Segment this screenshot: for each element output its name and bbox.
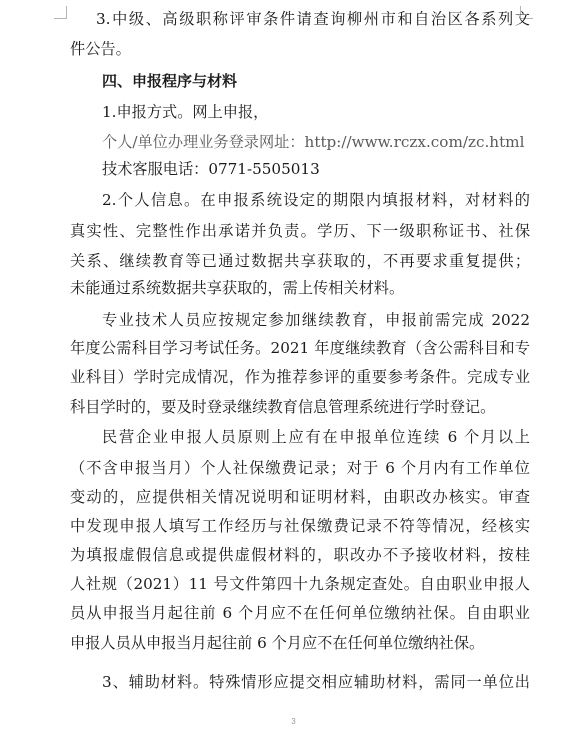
paragraph-line: 真实性、完整性作出承诺并负责。学历、下一级职称证书、社保 (70, 222, 530, 240)
paragraph-line: 为填报虚假信息或提供虚假材料的，职改办不予接收材料，按桂 (70, 546, 530, 564)
paragraph-line: 3.中级、高级职称评审条件请查询柳州市和自治区各系列文 (96, 10, 530, 28)
paragraph-line: 2.个人信息。在申报系统设定的期限内填报材料，对材料的 (102, 191, 530, 209)
paragraph-line: （不含申报当月）个人社保缴费记录；对于 6 个月内有工作单位 (70, 459, 530, 477)
paragraph-line: 未能通过系统数据共享获取的，需上传相关材料。 (70, 279, 405, 297)
paragraph-line: 员从申报当月起往前 6 个月应不在任何单位缴纳社保。自由职业 (70, 604, 530, 622)
page-number: 3 (291, 717, 296, 726)
paragraph-line: 申报人员从申报当月起往前 6 个月应不在任何单位缴纳社保。 (70, 634, 485, 652)
paragraph-line: 业科目）学时完成情况，作为推荐参评的重要参考条件。完成专业 (70, 368, 530, 386)
page-corner-mark (54, 6, 67, 19)
paragraph-line: 3、辅助材料。特殊情形应提交相应辅助材料，需同一单位出 (102, 673, 530, 691)
paragraph-line: 年度公需科目学习考试任务。2021 年度继续教育（含公需科目和专 (70, 339, 530, 357)
paragraph-line: 件公告。 (70, 40, 131, 58)
website-line: 个人/单位办理业务登录网址：http://www.rczx.com/zc.html (102, 133, 525, 151)
paragraph-line: 关系、继续教育等已通过数据共享获取的，不再要求重复提供； (70, 252, 530, 270)
section-heading: 四、申报程序与材料 (102, 72, 238, 90)
paragraph-line: 专业技术人员应按规定参加继续教育，申报前需完成 2022 (102, 311, 530, 329)
phone-line: 技术客服电话：0771-5505013 (102, 160, 320, 178)
paragraph-line: 中发现申报人填写工作经历与社保缴费记录不符等情况，经核实 (70, 517, 530, 535)
paragraph-line: 民营企业申报人员原则上应有在申报单位连续 6 个月以上 (102, 428, 530, 446)
paragraph-line: 变动的，应提供相关情况说明和证明材料，由职改办核实。审查 (70, 488, 530, 506)
paragraph-line: 人社规（2021）11 号文件第四十九条规定查处。自由职业申报人 (70, 575, 530, 593)
paragraph-line: 1.申报方式。网上申报， (102, 103, 269, 121)
paragraph-line: 科目学时的，要及时登录继续教育信息管理系统进行学时登记。 (70, 398, 496, 416)
